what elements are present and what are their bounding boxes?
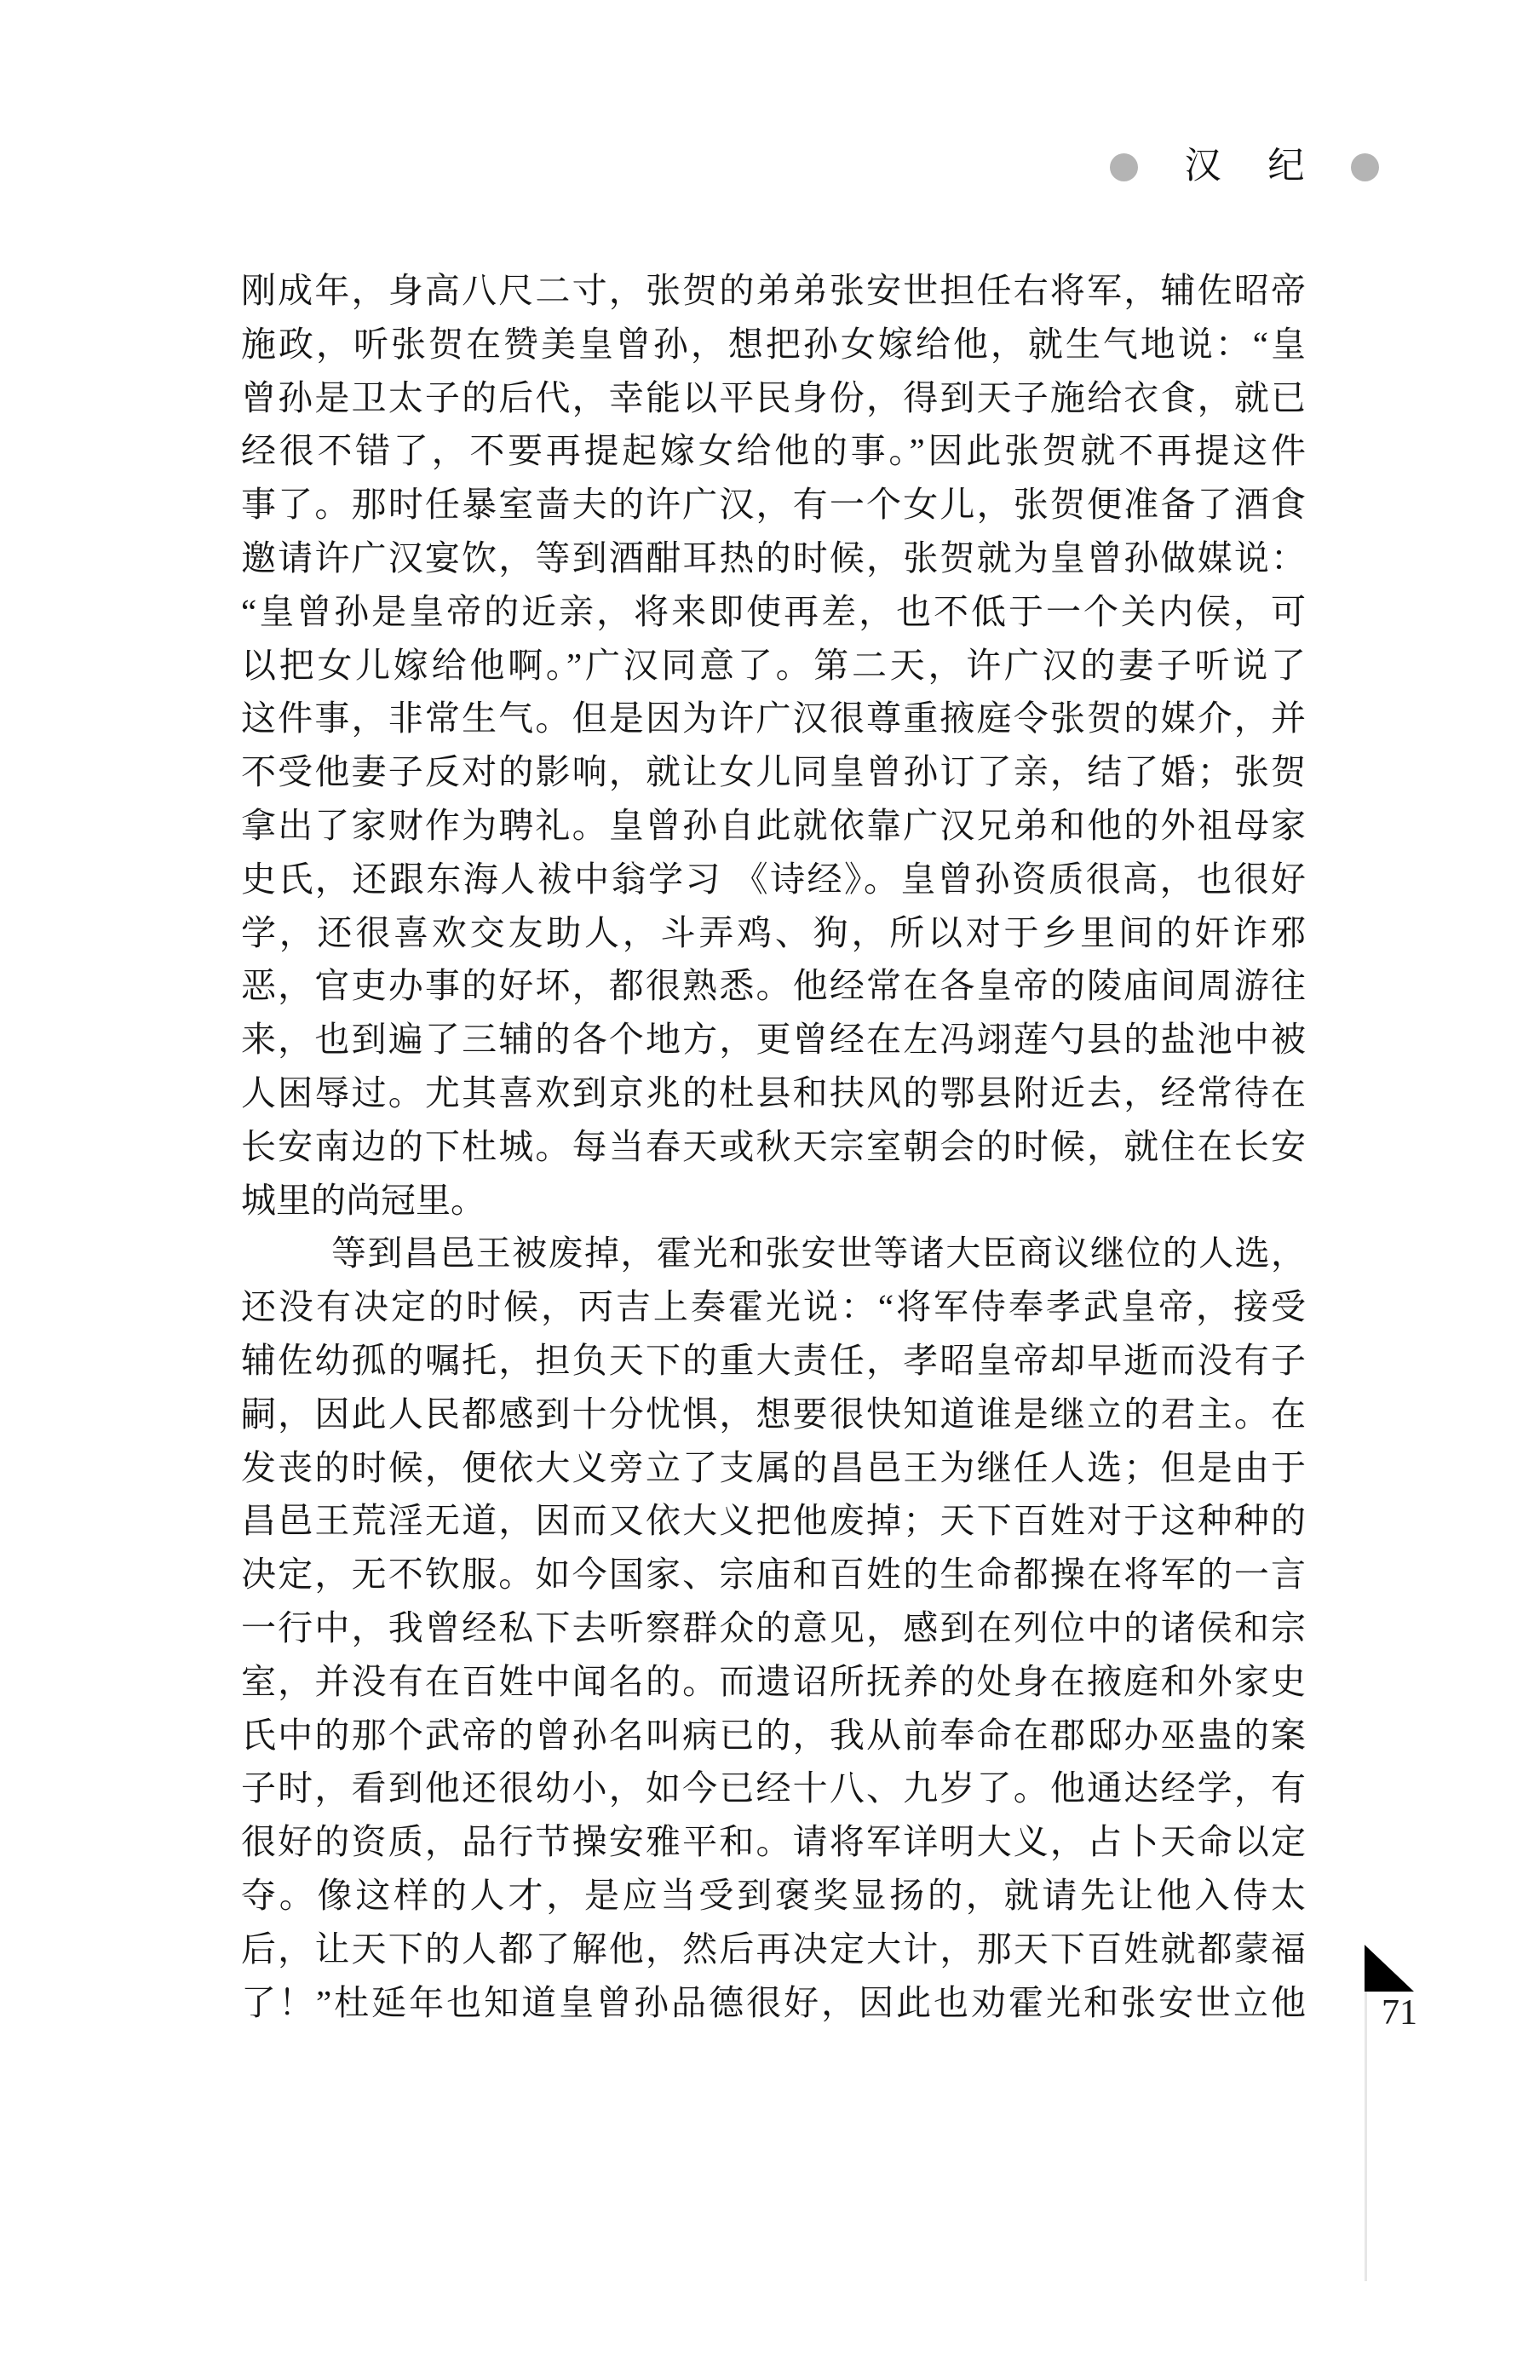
text-line: 恶，官吏办事的好坏，都很熟悉。他经常在各皇帝的陵庙间周游往: [241, 966, 1306, 1006]
text-line: 事了。那时任暴室啬夫的许广汉，有一个女儿，张贺便准备了酒食: [241, 485, 1306, 525]
header-title-char-2: 纪: [1267, 147, 1305, 187]
text-line: 辅佐幼孤的嘱托，担负天下的重大责任，孝昭皇帝却早逝而没有子: [241, 1340, 1306, 1380]
text-line: 学，还很喜欢交友助人，斗弄鸡、狗，所以对于乡里间的奸诈邪: [241, 912, 1306, 952]
text-line: 刚成年，身高八尺二寸，张贺的弟弟张安世担任右将军，辅佐昭帝: [241, 271, 1306, 310]
text-line: 还没有决定的时候，丙吉上奏霍光说：“将军侍奉孝武皇帝，接受: [241, 1287, 1306, 1327]
text-line: 后，让天下的人都了解他，然后再决定大计，那天下百姓就都蒙福: [241, 1929, 1306, 1969]
text-line: 史氏，还跟东海人袚中翁学习 《诗经》。皇曾孙资质很高，也很好: [241, 859, 1306, 899]
header-dot-left-icon: [1110, 153, 1138, 181]
text-line: 氏中的那个武帝的曾孙名叫病已的，我从前奉命在郡邸办巫蛊的案: [241, 1715, 1306, 1755]
header-dot-right-icon: [1351, 153, 1379, 181]
text-line: 人困辱过。尤其喜欢到京兆的杜县和扶风的鄂县附近去，经常待在: [241, 1072, 1306, 1112]
text-line: 夺。像这样的人才，是应当受到褒奖显扬的，就请先让他入侍太: [241, 1875, 1306, 1915]
text-line: 室，并没有在百姓中闻名的。而遗诏所抚养的处身在掖庭和外家史: [241, 1661, 1306, 1701]
text-line: 经很不错了，不要再提起嫁女给他的事。”因此张贺就不再提这件: [241, 431, 1306, 471]
text-line: 拿出了家财作为聘礼。皇曾孙自此就依靠广汉兄弟和他的外祖母家: [241, 805, 1306, 845]
text-line: 嗣，因此人民都感到十分忧惧，想要很快知道谁是继立的君主。在: [241, 1394, 1306, 1434]
running-header: [1110, 147, 1379, 187]
text-line: 很好的资质，品行节操安雅平和。请将军详明大义，占卜天命以定: [241, 1822, 1306, 1862]
text-line: 不受他妻子反对的影响，就让女儿同皇曾孙订了亲，结了婚；张贺: [241, 752, 1306, 792]
text-line: 发丧的时候，便依大义旁立了支属的昌邑王为继任人选；但是由于: [241, 1447, 1306, 1487]
side-rule: [1365, 1992, 1367, 2281]
text-line: 子时，看到他还很幼小，如今已经十八、九岁了。他通达经学，有: [241, 1768, 1306, 1808]
text-line: “皇曾孙是皇帝的近亲，将来即使再差，也不低于一个关内侯，可: [241, 591, 1306, 631]
header-title-char-1: 汉: [1184, 147, 1221, 187]
text-line: 昌邑王荒淫无道，因而又依大义把他废掉；天下百姓对于这种种的: [241, 1501, 1306, 1541]
text-line: 长安南边的下杜城。每当春天或秋天宗室朝会的时候，就住在长安: [241, 1126, 1306, 1166]
text-line: 来，也到遍了三辅的各个地方，更曾经在左冯翊莲勺县的盐池中被: [241, 1020, 1306, 1060]
text-line: 施政，听张贺在赞美皇曾孙，想把孙女嫁给他，就生气地说：“皇: [241, 324, 1306, 364]
text-line: 决定，无不钦服。如今国家、宗庙和百姓的生命都操在将军的一言: [241, 1555, 1306, 1595]
page-number: 71: [1382, 1993, 1417, 2032]
text-line: 这件事，非常生气。但是因为许广汉很尊重掖庭令张贺的媒介，并: [241, 698, 1306, 739]
corner-fold-icon: [1365, 1945, 1414, 1992]
text-line: 了！”杜延年也知道皇曾孙品德很好，因此也劝霍光和张安世立他: [241, 1982, 1306, 2022]
text-line: 城里的尚冠里。: [241, 1180, 486, 1220]
text-line: 曾孙是卫太子的后代，幸能以平民身份，得到天子施给衣食，就已: [241, 377, 1306, 417]
text-line: 以把女儿嫁给他啊。”广汉同意了。第二天，许广汉的妻子听说了: [241, 645, 1306, 685]
text-line: 邀请许广汉宴饮，等到酒酣耳热的时候，张贺就为皇曾孙做媒说：: [241, 538, 1306, 578]
text-line: 等到昌邑王被废掉，霍光和张安世等诸大臣商议继位的人选，: [331, 1233, 1306, 1273]
text-line: 一行中，我曾经私下去听察群众的意见，感到在列位中的诸侯和宗: [241, 1607, 1306, 1647]
body-text: [241, 264, 1306, 2029]
